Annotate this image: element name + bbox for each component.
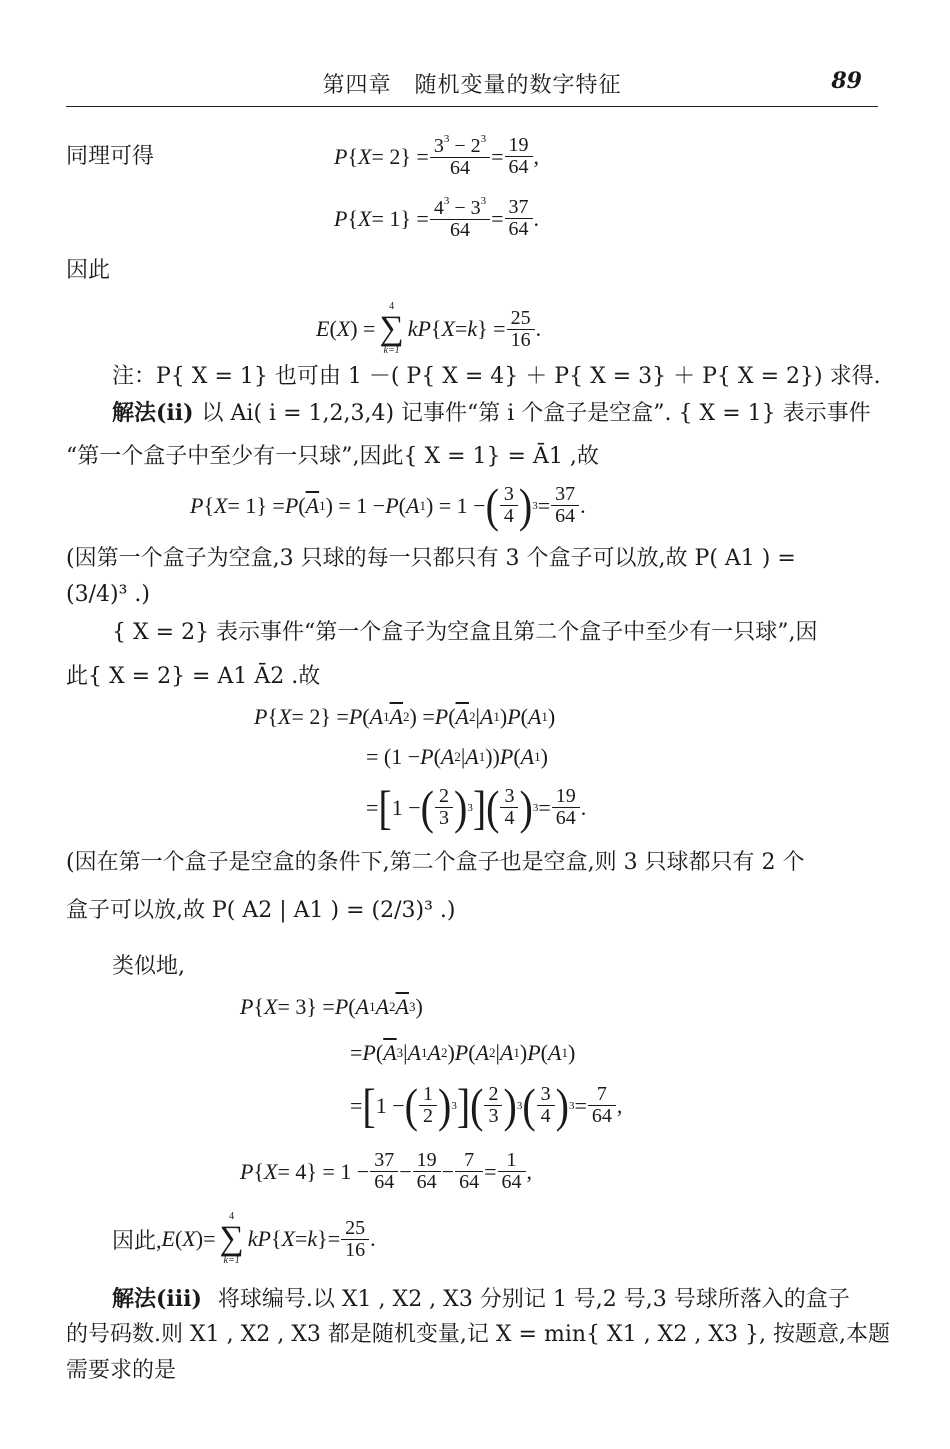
formula-px3a: P { X = 3} = P ( A 1 A 2 $\overline{A}$ 3 ) — [240, 994, 423, 1019]
similarly-label: 同理可得 — [66, 144, 155, 169]
likewise-label: 类似地, — [112, 954, 185, 979]
formula-px3b: = P ( $\overline{A}$ 3 | A 1 A 2 ) P ( A 2 | A 1 ) P ( A 1 ) — [350, 1040, 576, 1065]
formula-px2b: = (1 − P ( A 2 | A 1 )) P ( A 1 ) — [366, 744, 548, 769]
page-number: 89 — [831, 68, 862, 94]
sol2-text1: 以 Ai( i = 1,2,3,4) 记事件“第 i 个盒子是空盒”. { X = 1} 表示事件 — [201, 401, 871, 426]
sol2-line2: “第一个盒子中至少有一只球”,因此{ X = 1} = Ā1 ,故 — [66, 444, 599, 469]
chapter-title: 第四章 随机变量的数字特征 — [322, 73, 622, 98]
sol3-line3: 需要求的是 — [66, 1358, 177, 1383]
formula-ex: E ( X ) = 4 ∑ k=1 kP { X = k } = $\frac{25}{16}$ . — [316, 301, 542, 356]
formula-px1: P { X = 1} = $\frac{4^3 - 3^3}{64}$ = $\frac{37}{64}$ . — [334, 195, 540, 241]
x2-line1: { X = 2} 表示事件“第一个盒子为空盒且第二个盒子中至少有一只球”,因 — [112, 620, 818, 645]
sol3-text1: 将球编号.以 X1 , X2 , X3 分别记 1 号,2 号,3 号球所落入的盒子 — [217, 1287, 850, 1312]
sol3-line2: 的号码数.则 X1 , X2 , X3 都是随机变量,记 X = min{ X1 , X2 , X3 }, 按题意,本题 — [66, 1322, 890, 1347]
sol3-line1 — [112, 1284, 850, 1315]
sol2-label: 解法(ii) — [112, 400, 194, 426]
reason2-line1: (因在第一个盒子是空盒的条件下,第二个盒子也是空盒,则 3 只球都只有 2 个 — [66, 850, 805, 875]
formula-px2a: P { X = 2} = P ( A 1 $\overline{A}$ 2 ) = P ( $\overline{A}$ 2 | A 1 ) P ( A 1 ) — [254, 704, 556, 729]
formula-px4: P { X = 4} = 1 − $\frac{37}{64}$ − $\frac{19}{64}$ − $\frac{7}{64}$ = $\frac{1}{64}$ , — [240, 1149, 533, 1193]
formula-px3c: = [ 1 − ( $\frac{1}{2}$ ) 3 ] ( $\frac{2}{3}$ ) 3 ( $\frac{3}{4}$ ) 3 = $\frac{7}{64}$ , — [350, 1077, 623, 1132]
note-line: 注：P{ X = 1} 也可由 1 －( P{ X = 4} ＋ P{ X = 3} ＋ P{ X = 2}) 求得. — [112, 364, 881, 389]
x2-line2: 此{ X = 2} = A1 Ā2 .故 — [66, 664, 321, 689]
running-header — [66, 62, 878, 107]
formula-px2c: = [ 1 − ( $\frac{2}{3}$ ) 3 ] ( $\frac{3}{4}$ ) 3 = $\frac{19}{64}$ . — [366, 779, 587, 834]
formula-px1b: P { X = 1} = P ( $\overline{A}$ 1 ) = 1 − P ( A 1 ) = 1 − ( $\frac{3}{4}$ ) 3 = $\frac{37}{64}$ . — [190, 477, 586, 532]
reason1-line2: (3/4)³ .) — [66, 582, 150, 607]
sol3-label: 解法(iii) — [112, 1286, 202, 1312]
therefore-label: 因此 — [66, 258, 111, 283]
reason2-line2: 盒子可以放,故 P( A2 | A1 ) = (2/3)³ .) — [66, 898, 456, 923]
formula-px2: P { X = 2} = $\frac{3^3 - 2^3}{64}$ = $\frac{19}{64}$ , — [334, 133, 540, 179]
reason1-line1: (因第一个盒子为空盒,3 只球的每一只都只有 3 个盒子可以放,故 P( A1 ) = — [66, 546, 796, 571]
formula-ex-final: 因此, E ( X )= 4 ∑ k=1 kP { X = k }= $\frac{25}{16}$ . — [112, 1211, 376, 1266]
sol2-line1 — [112, 398, 871, 429]
